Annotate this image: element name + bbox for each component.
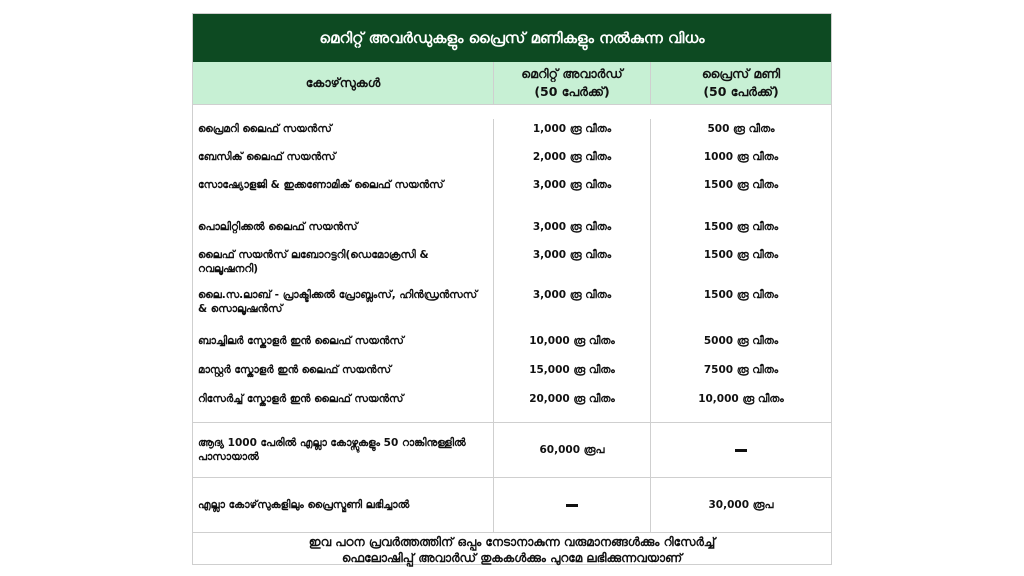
prize-value: 7500 രൂ വീതം xyxy=(650,360,831,389)
course-name: ലൈഫ് സയൻസ് ലബോറട്ടറി(ഡെമോക്രസി & റവലൂഷനറി) xyxy=(198,249,429,275)
table-row xyxy=(193,478,831,532)
header-merit-award xyxy=(493,62,650,104)
table-row xyxy=(193,175,831,217)
footer-line2: ഫെലോഷിപ്പ് അവാർഡ് തുകകൾക്കും പുറമേ ലഭിക്കുന്നവയാണ് xyxy=(341,551,683,565)
table-header xyxy=(193,62,831,105)
table-row xyxy=(193,285,831,331)
special-row-prize-money xyxy=(193,478,831,532)
course-name: ബാച്ചിലർ സ്കോളർ ഇൻ ലൈഫ് സയൻസ് xyxy=(198,335,404,347)
merit-value: 20,000 രൂ വീതം xyxy=(493,389,650,423)
course-name: ലൈ.സ.ലാബ് - പ്രാക്ടിക്കൽ പ്രോബ്ലംസ്, ഹിൻഡ്രൻസസ് & സൊലൂഷൻസ് xyxy=(198,289,478,315)
footer-line1: ഇവ പഠന പ്രവർത്തത്തിന് ഒപ്പം നേടാനാകുന്ന വരുമാനങ്ങൾക്കും റിസേർച്ച് xyxy=(308,535,716,549)
table-row xyxy=(193,245,831,285)
table-row xyxy=(193,331,831,360)
prize-value: 1500 രൂ വീതം xyxy=(650,175,831,217)
course-name: പ്രൈമറി ലൈഫ് സയൻസ് xyxy=(198,123,332,135)
prize-value: 1500 രൂ വീതം xyxy=(650,245,831,285)
prize-value: 500 രൂ വീതം xyxy=(650,119,831,147)
course-rows xyxy=(193,105,831,423)
course-name: ആദ്യ 1000 പേരിൽ എല്ലാ കോഴ്സുകളും 50 റാങ്കിനുള്ളിൽ പാസായാൽ xyxy=(198,437,466,463)
course-name: മാസ്റ്റർ സ്കോളർ ഇൻ ലൈഫ് സയൻസ് xyxy=(198,364,392,376)
footer-note xyxy=(193,532,831,567)
merit-value: 10,000 രൂ വീതം xyxy=(493,331,650,360)
merit-value: 3,000 രൂ വീതം xyxy=(493,285,650,331)
merit-value: 1,000 രൂ വീതം xyxy=(493,119,650,147)
table-row xyxy=(193,423,831,477)
merit-value: 2,000 രൂ വീതം xyxy=(493,147,650,175)
prize-value: 1500 രൂ വീതം xyxy=(650,217,831,245)
merit-value: 3,000 രൂ വീതം xyxy=(493,175,650,217)
table-title: മെറിറ്റ് അവർഡുകളും പ്രൈസ് മണികളും നൽകുന്ന വിധം xyxy=(193,14,831,62)
course-name: ബേസിക് ലൈഫ് സയൻസ് xyxy=(198,151,336,163)
table-row xyxy=(193,360,831,389)
header-prize-line1: പ്രൈസ് മണി xyxy=(701,66,781,81)
dash-mark xyxy=(566,504,578,507)
table-row xyxy=(193,217,831,245)
prize-value: 5000 രൂ വീതം xyxy=(650,331,831,360)
course-name: പൊലിറ്റിക്കൽ ലൈഫ് സയൻസ് xyxy=(198,221,358,233)
prize-value: 30,000 രൂപ xyxy=(650,478,831,532)
prize-value: 10,000 രൂ വീതം xyxy=(650,389,831,423)
course-name: എല്ലാ കോഴ്‌സുകളിലും പ്രൈസ്മണി ലഭിച്ചാൽ xyxy=(198,499,410,511)
header-merit-line2: (50 പേർക്ക്) xyxy=(534,84,610,99)
prize-value-empty xyxy=(650,423,831,477)
merit-value: 60,000 രൂപ xyxy=(493,423,650,477)
header-merit-line1: മെറിറ്റ് അവാർഡ് xyxy=(521,66,623,81)
prize-value: 1000 രൂ വീതം xyxy=(650,147,831,175)
table-row xyxy=(193,389,831,423)
header-prize-money xyxy=(650,62,831,104)
table-row xyxy=(193,147,831,175)
prize-value: 1500 രൂ വീതം xyxy=(650,285,831,331)
merit-value: 3,000 രൂ വീതം xyxy=(493,217,650,245)
table-row xyxy=(193,119,831,147)
dash-mark xyxy=(735,449,747,452)
merit-value-empty xyxy=(493,478,650,532)
special-row-all-courses xyxy=(193,423,831,478)
header-prize-line2: (50 പേർക്ക്) xyxy=(703,84,779,99)
merit-value: 15,000 രൂ വീതം xyxy=(493,360,650,389)
merit-value: 3,000 രൂ വീതം xyxy=(493,245,650,285)
course-name: സോഷ്യോളജി & ഇക്കണോമിക് ലൈഫ് സയൻസ് xyxy=(198,179,444,191)
course-name: റിസേർച്ച് സ്കോളർ ഇൻ ലൈഫ് സയൻസ് xyxy=(198,393,404,405)
header-courses: കോഴ്‌സുകൾ xyxy=(305,75,381,90)
award-table-card xyxy=(192,13,832,565)
